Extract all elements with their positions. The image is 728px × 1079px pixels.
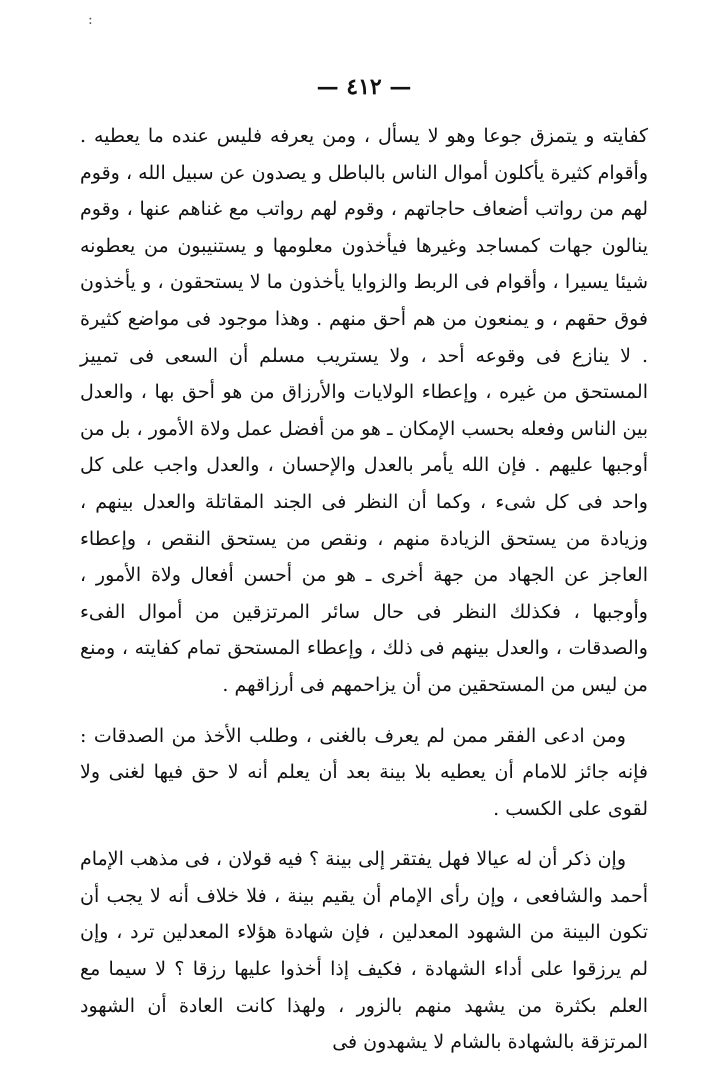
paragraph-3: وإن ذكر أن له عيالا فهل يفتقر إلى بينة ؟ فيه قولان ، فى مذهب الإمام أحمد والشافعى ، وإن رأى الإمام أن يقيم بينة ، فلا خلاف أنه لا يجب أن تكون البينة من الشهود المعدلين ، فإن شهادة هؤلاء المعدلين ترد ، وإن لم يرزقوا على أداء الشهادة ، فكيف إذا أخذوا عليها رزقا ؟ لا سيما مع العلم بكثرة من يشهد منهم بالزور ، ولهذا كانت العادة أن الشهود المرتزقة بالشهادة بالشام لا يشهدون فى xyxy=(80,848,648,1054)
paragraph-2: ومن ادعى الفقر ممن لم يعرف بالغنى ، وطلب الأخذ من الصدقات : فإنه جائز للامام أن يعطيه بلا بينة بعد أن يعلم أنه لا حق فيها لغنى ولا لقوى على الكسب . xyxy=(80,724,648,820)
page-body xyxy=(80,118,648,1061)
page-number: — ٤١٢ — xyxy=(316,74,412,100)
corner-mark: : xyxy=(88,12,93,28)
paragraph-1: كفايته و يتمزق جوعا وهو لا يسأل ، ومن يعرفه فليس عنده ما يعطيه . وأقوام كثيرة يأكلون أموال الناس بالباطل و يصدون عن سبيل الله ، وقوم لهم من رواتب أضعاف حاجاتهم ، وقوم لهم رواتب مع غناهم عنها ، وقوم ينالون جهات كمساجد وغيرها فيأخذون معلومها و يستنيبون من يعطونه شيئا يسيرا ، وأقوام فى الربط والزوايا يأخذون ما لا يستحقون ، و يأخذون فوق حقهم ، و يمنعون من هم أحق منهم . وهذا موجود فى مواضع كثيرة . لا ينازع فى وقوعه أحد ، ولا يستريب مسلم أن السعى فى تمييز المستحق من غيره ، وإعطاء الولايات والأرزاق من هو أحق بها ، والعدل بين الناس وفعله بحسب الإمكان ـ هو من أفضل عمل ولاة الأمور ، بل من أوجبها عليهم . فإن الله يأمر بالعدل والإحسان ، والعدل واجب على كل واحد فى كل شىء ، وكما أن النظر فى الجند المقاتلة والعدل بينهم ، وزيادة من يستحق الزيادة منهم ، ونقص من يستحق النقص ، وإعطاء العاجز عن الجهاد من جهة أخرى ـ هو من أحسن أفعال ولاة الأمور ، وأوجبها ، فكذلك النظر فى حال سائر المرتزقين من أموال الفىء والصدقات ، والعدل بينهم فى ذلك ، وإعطاء المستحق تمام كفايته ، ومنع من ليس من المستحقين من أن يزاحمهم فى أرزاقهم . xyxy=(80,125,648,696)
